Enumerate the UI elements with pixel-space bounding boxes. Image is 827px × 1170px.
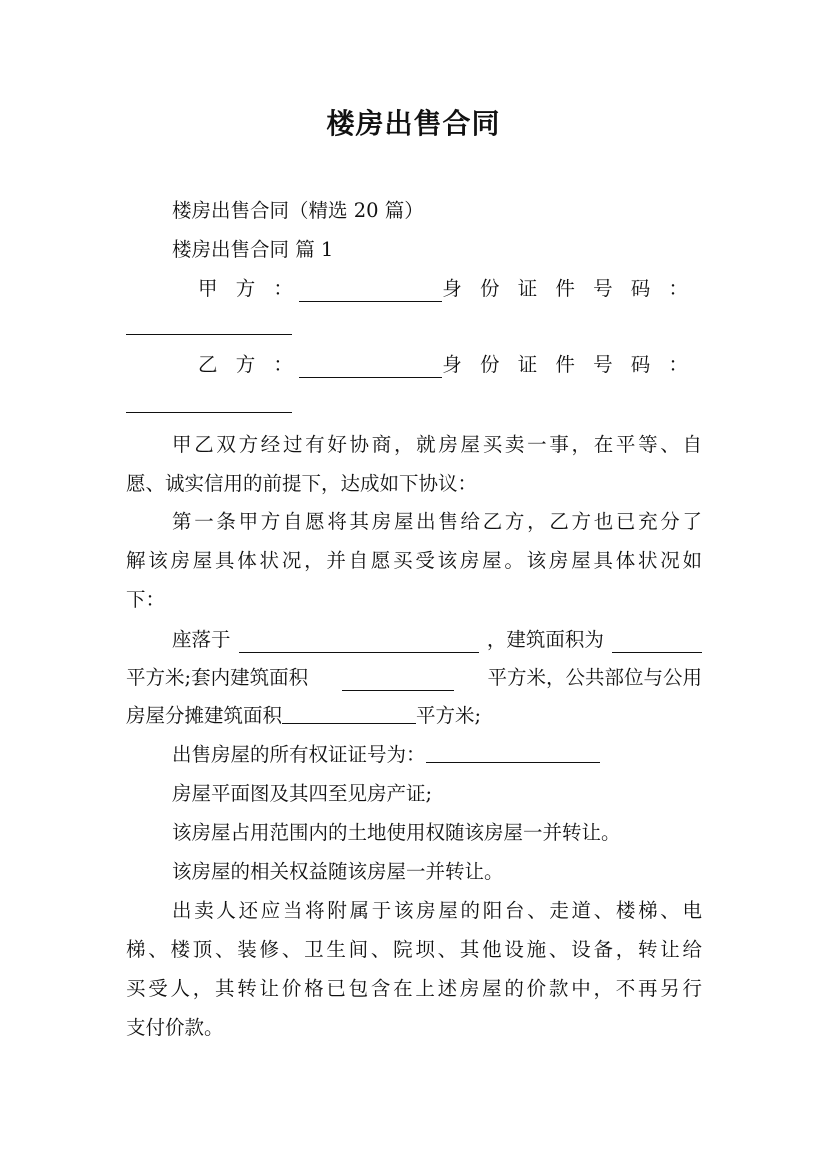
article-1-line-2: 解该房屋具体状况，并自愿买受该房屋。该房屋具体状况如 xyxy=(126,549,702,572)
intro-line-2: 愿、诚实信用的前提下，达成如下协议： xyxy=(126,472,478,495)
location-blank[interactable] xyxy=(239,634,479,653)
seller-line-4: 支付价款。 xyxy=(126,1016,224,1039)
section-heading: 楼房出售合同 篇 1 xyxy=(172,238,334,261)
location-row xyxy=(172,627,702,653)
location-label: 座落于 xyxy=(172,628,231,651)
party-b-name-blank[interactable] xyxy=(299,359,442,378)
rights-text: 该房屋的相关权益随该房屋一并转让。 xyxy=(172,860,504,883)
land-use-text: 该房屋占用范围内的土地使用权随该房屋一并转让。 xyxy=(172,821,621,844)
party-a-row xyxy=(198,276,694,302)
party-b-id-blank[interactable] xyxy=(126,394,292,413)
floor-area-blank[interactable] xyxy=(612,634,702,653)
party-a-id-row xyxy=(126,314,702,340)
party-a-id-blank[interactable] xyxy=(126,316,292,335)
certificate-row xyxy=(172,742,702,768)
certificate-label: 出售房屋的所有权证证号为： xyxy=(172,743,426,766)
shared-area-row xyxy=(126,703,702,729)
party-b-id-row xyxy=(126,392,702,418)
party-a-id-label: 身 份 证 件 号 码 ： xyxy=(442,277,694,300)
party-b-id-label: 身 份 证 件 号 码 ： xyxy=(442,353,694,376)
floor-area-label: ，建筑面积为 xyxy=(486,628,604,651)
certificate-blank[interactable] xyxy=(426,744,600,763)
floor-plan-text: 房屋平面图及其四至见房产证; xyxy=(172,782,433,805)
party-a-label: 甲 方 ： xyxy=(198,277,299,300)
party-b-label: 乙 方 ： xyxy=(198,353,299,376)
seller-line-2: 梯、楼顶、装修、卫生间、院坝、其他设施、设备，转让给 xyxy=(126,938,702,961)
article-1-line-1: 第一条甲方自愿将其房屋出售给乙方，乙方也已充分了 xyxy=(172,510,702,533)
party-a-name-blank[interactable] xyxy=(299,283,442,302)
document-title: 楼房出售合同 xyxy=(326,107,501,140)
shared-area-unit: 平方米; xyxy=(416,704,482,727)
shared-area-label: 房屋分摊建筑面积 xyxy=(126,704,283,727)
inner-area-row xyxy=(126,665,702,691)
document-subtitle: 楼房出售合同（精选 20 篇） xyxy=(172,199,424,222)
seller-line-3: 买受人，其转让价格已包含在上述房屋的价款中，不再另行 xyxy=(126,977,702,1000)
inner-area-label: 平方米;套内建筑面积 xyxy=(126,666,309,689)
shared-area-blank[interactable] xyxy=(282,705,416,724)
public-area-label: 平方米，公共部位与公用 xyxy=(487,666,702,689)
inner-area-blank[interactable] xyxy=(342,672,454,691)
intro-line-1: 甲乙双方经过有好协商，就房屋买卖一事，在平等、自 xyxy=(172,433,702,456)
seller-line-1: 出卖人还应当将附属于该房屋的阳台、走道、楼梯、电 xyxy=(172,899,702,922)
party-b-row xyxy=(198,352,694,378)
article-1-line-3: 下： xyxy=(126,588,166,611)
